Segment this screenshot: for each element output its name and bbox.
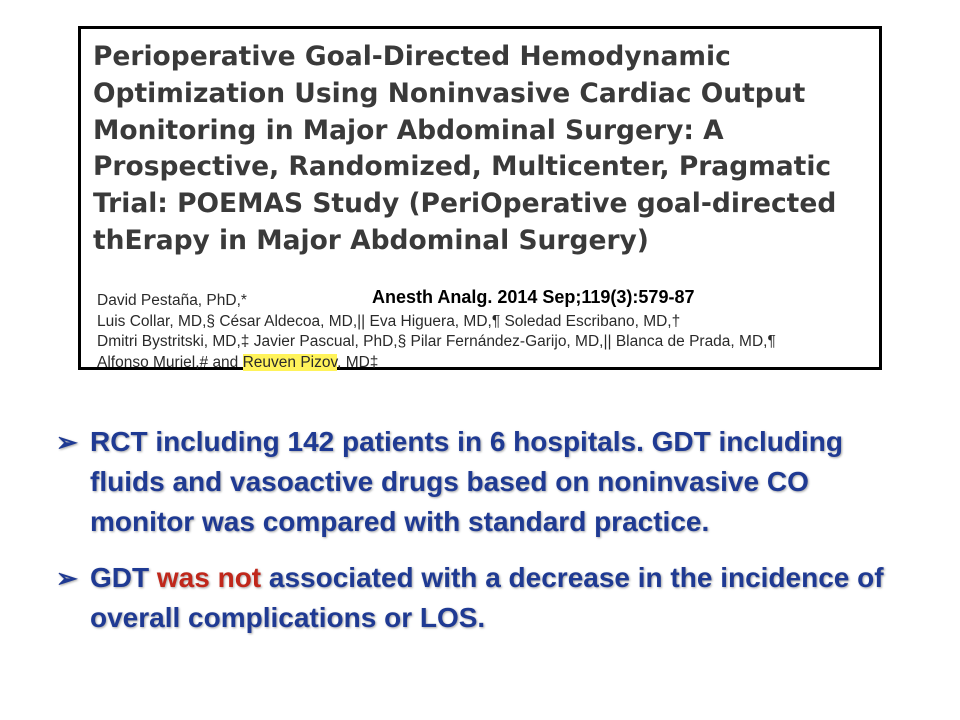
bullet-item-1 [56, 422, 916, 542]
author-line-4-end: , MD‡ [337, 353, 379, 371]
bullet-text-1: RCT including 142 patients in 6 hospitals. GDT including fluids and vasoactive drugs based on noninvasive CO monitor was compared with standard practice. [90, 426, 843, 537]
arrow-bullet-icon: ➢ [56, 427, 78, 457]
highlighted-author: Reuven Pizov [242, 353, 338, 371]
author-line-4 [97, 353, 877, 374]
bullet-item-2 [56, 558, 916, 638]
paper-excerpt [78, 26, 882, 370]
author-line-3: Dmitri Bystritski, MD,‡ Javier Pascual, PhD,§ Pilar Fernández-Garijo, MD,|| Blanca de Prada, MD,¶ [97, 333, 776, 350]
author-line-1: David Pestaña, PhD,* [97, 292, 247, 309]
emphasis-was-not: was not [156, 562, 262, 593]
paper-title: Perioperative Goal-Directed Hemodynamic Optimization Using Noninvasive Cardiac Output Monitoring in Major Abdominal Surgery: A Prospective, Randomized, Multicenter, Pragmatic Trial: POEMAS Study (PeriOperative goal-directed thErapy in Major Abdominal Surgery) [93, 41, 837, 256]
author-line-2: Luis Collar, MD,§ César Aldecoa, MD,|| Eva Higuera, MD,¶ Soledad Escribano, MD,† [97, 312, 681, 330]
bullet-list [56, 422, 916, 638]
bullet-text-2-end: associated with a decrease in the incidence of overall complications or LOS. [90, 562, 884, 633]
citation: Anesth Analg. 2014 Sep;119(3):579-87 [372, 287, 695, 307]
bullet-text-2-start: GDT [90, 562, 157, 593]
author-line-4-start: Alfonso Muriel,# and [97, 353, 243, 371]
arrow-bullet-icon: ➢ [56, 563, 78, 593]
